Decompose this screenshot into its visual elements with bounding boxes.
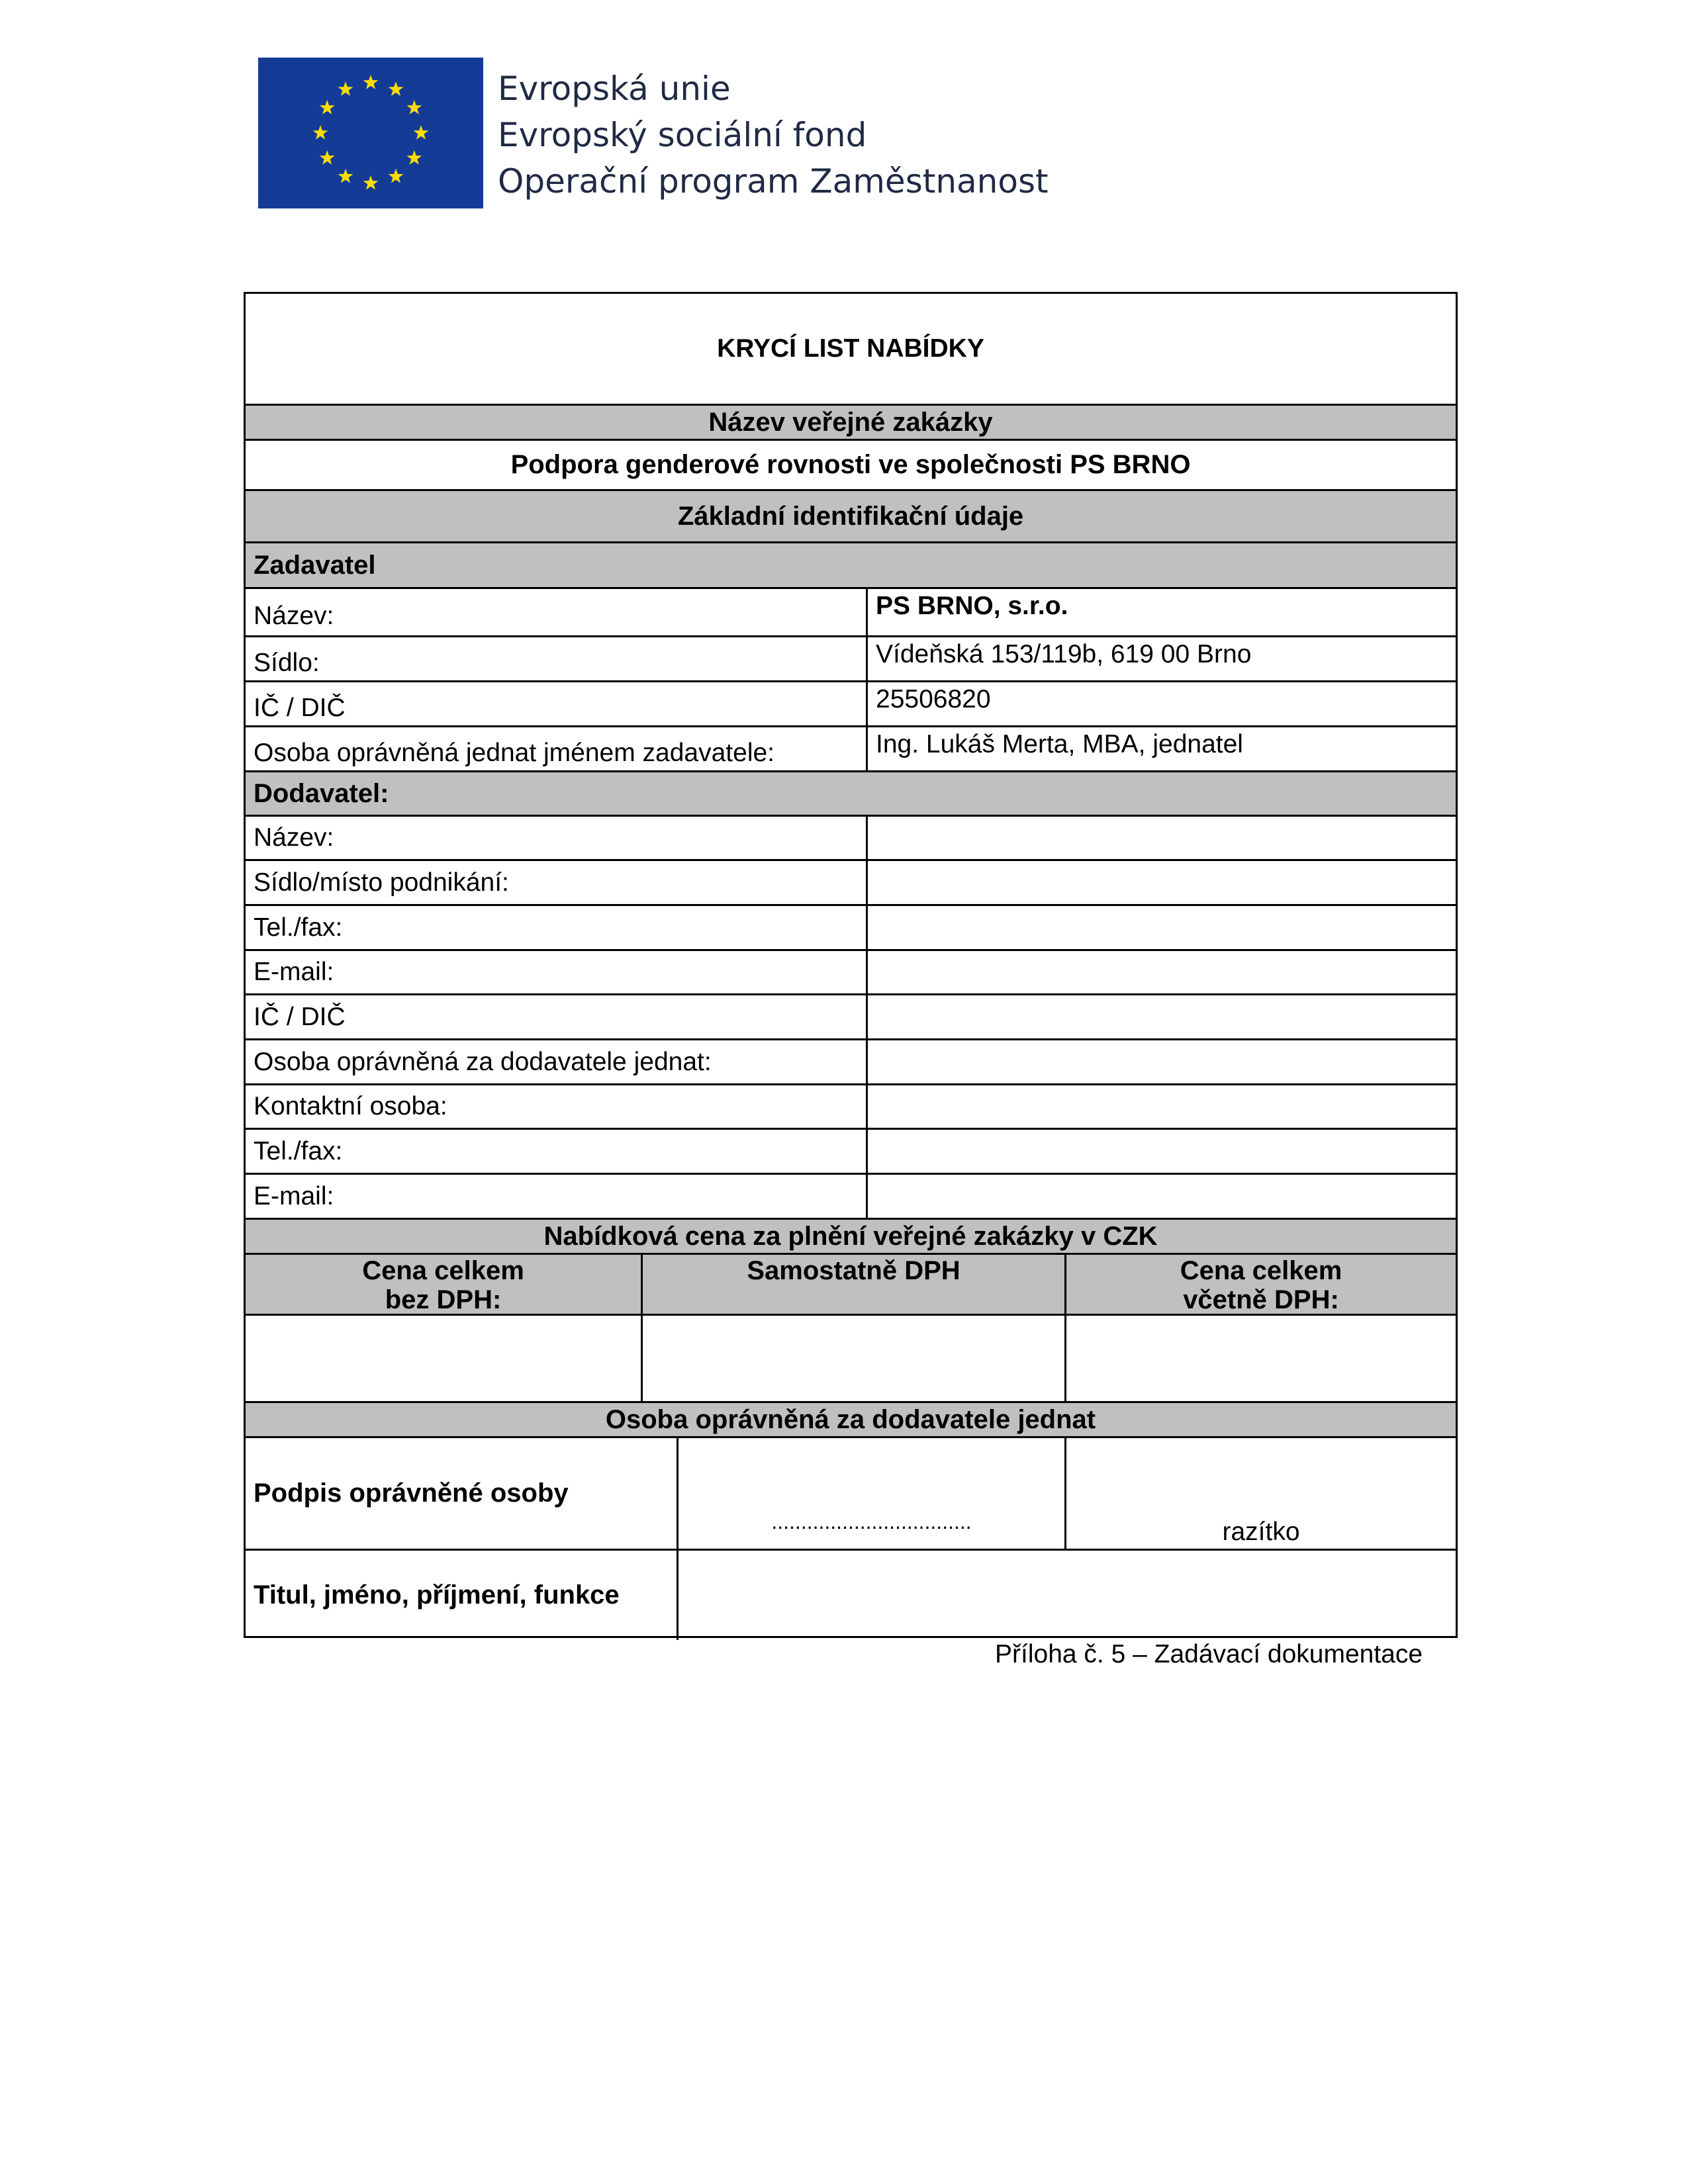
authority-seat-value: Vídeňská 153/119b, 619 00 Brno <box>866 637 1456 680</box>
supplier-contact-phone-label: Tel./fax: <box>254 1136 343 1165</box>
logo-text <box>498 66 1049 205</box>
supplier-contact-label: Kontaktní osoba: <box>254 1092 447 1120</box>
footer-annex-note: Příloha č. 5 – Zadávací dokumentace <box>995 1640 1423 1668</box>
authority-representative-value: Ing. Lukáš Merta, MBA, jednatel <box>866 727 1456 770</box>
signature-label: Podpis oprávněné osoby <box>254 1479 569 1508</box>
supplier-row <box>246 995 1456 1040</box>
name-row <box>246 1551 1456 1640</box>
supplier-phone-label: Tel./fax: <box>254 913 343 942</box>
supplier-row <box>246 1130 1456 1175</box>
price-without-vat-field[interactable] <box>246 1316 641 1401</box>
supplier-header: Dodavatel: <box>246 772 1456 817</box>
signature-row <box>246 1438 1456 1551</box>
authority-name-label: Název: <box>254 602 334 630</box>
price-header: Nabídková cena za plnění veřejné zakázky v CZK <box>246 1220 1456 1255</box>
supplier-contact-email-field[interactable] <box>866 1175 1456 1218</box>
supplier-seat-field[interactable] <box>866 861 1456 904</box>
signature-header: Osoba oprávněná za dodavatele jednat <box>246 1403 1456 1438</box>
name-title-field[interactable] <box>677 1551 1456 1640</box>
offer-cover-sheet <box>244 292 1458 1638</box>
form-title: KRYCÍ LIST NABÍDKY <box>246 294 1456 406</box>
authority-row <box>246 589 1456 637</box>
authority-header: Zadavatel <box>246 543 1456 589</box>
authority-row <box>246 637 1456 682</box>
supplier-id-field[interactable] <box>866 995 1456 1038</box>
contract-name: Podpora genderové rovnosti ve společnosti PS BRNO <box>246 441 1456 491</box>
eu-logo <box>258 58 1049 208</box>
price-columns-header <box>246 1255 1456 1316</box>
name-title-label: Titul, jméno, příjmení, funkce <box>254 1580 620 1610</box>
basic-info-header: Základní identifikační údaje <box>246 491 1456 543</box>
price-col-vat <box>641 1255 1064 1314</box>
supplier-contact-email-label: E-mail: <box>254 1181 334 1210</box>
price-col-with-vat-line-2: včetně DPH: <box>1183 1285 1339 1314</box>
supplier-row <box>246 861 1456 906</box>
price-col-without-vat-line-2: bez DPH: <box>385 1285 502 1314</box>
authority-row <box>246 727 1456 772</box>
supplier-row <box>246 1040 1456 1085</box>
supplier-row <box>246 1175 1456 1220</box>
supplier-representative-label: Osoba oprávněná za dodavatele jednat: <box>254 1047 712 1076</box>
price-col-with-vat-line-1: Cena celkem <box>1180 1256 1342 1285</box>
authority-representative-label: Osoba oprávněná jednat jménem zadavatele: <box>254 738 775 767</box>
price-col-with-vat <box>1064 1255 1456 1314</box>
price-col-without-vat-line-1: Cena celkem <box>362 1256 524 1285</box>
supplier-row <box>246 906 1456 951</box>
supplier-representative-field[interactable] <box>866 1040 1456 1083</box>
authority-seat-label: Sídlo: <box>254 648 320 677</box>
logo-line-2: Evropský sociální fond <box>498 116 867 154</box>
supplier-name-label: Název: <box>254 823 334 852</box>
supplier-contact-field[interactable] <box>866 1085 1456 1128</box>
supplier-email-field[interactable] <box>866 951 1456 993</box>
logo-line-3: Operační program Zaměstnanost <box>498 162 1049 201</box>
supplier-row <box>246 1085 1456 1130</box>
eu-flag-icon <box>258 58 483 208</box>
stamp-field[interactable] <box>1064 1438 1456 1549</box>
authority-row <box>246 682 1456 727</box>
supplier-seat-label: Sídlo/místo podnikání: <box>254 868 509 897</box>
vat-amount-field[interactable] <box>641 1316 1064 1401</box>
supplier-id-label: IČ / DIČ <box>254 1002 346 1031</box>
price-col-without-vat <box>246 1255 641 1314</box>
price-values-row <box>246 1316 1456 1403</box>
signature-dots: .................................. <box>771 1510 972 1533</box>
supplier-email-label: E-mail: <box>254 958 334 986</box>
authority-id-value: 25506820 <box>866 682 1456 725</box>
stamp-label: razítko <box>1222 1518 1300 1546</box>
authority-id-label: IČ / DIČ <box>254 693 346 722</box>
supplier-phone-field[interactable] <box>866 906 1456 949</box>
supplier-contact-phone-field[interactable] <box>866 1130 1456 1173</box>
price-col-vat-label: Samostatně DPH <box>747 1256 961 1285</box>
supplier-row <box>246 951 1456 995</box>
contract-name-header: Název veřejné zakázky <box>246 406 1456 441</box>
supplier-row <box>246 817 1456 861</box>
logo-line-1: Evropská unie <box>498 69 731 108</box>
signature-field[interactable] <box>677 1438 1064 1549</box>
supplier-name-field[interactable] <box>866 817 1456 859</box>
authority-name-value: PS BRNO, s.r.o. <box>866 589 1456 635</box>
price-with-vat-field[interactable] <box>1064 1316 1456 1401</box>
